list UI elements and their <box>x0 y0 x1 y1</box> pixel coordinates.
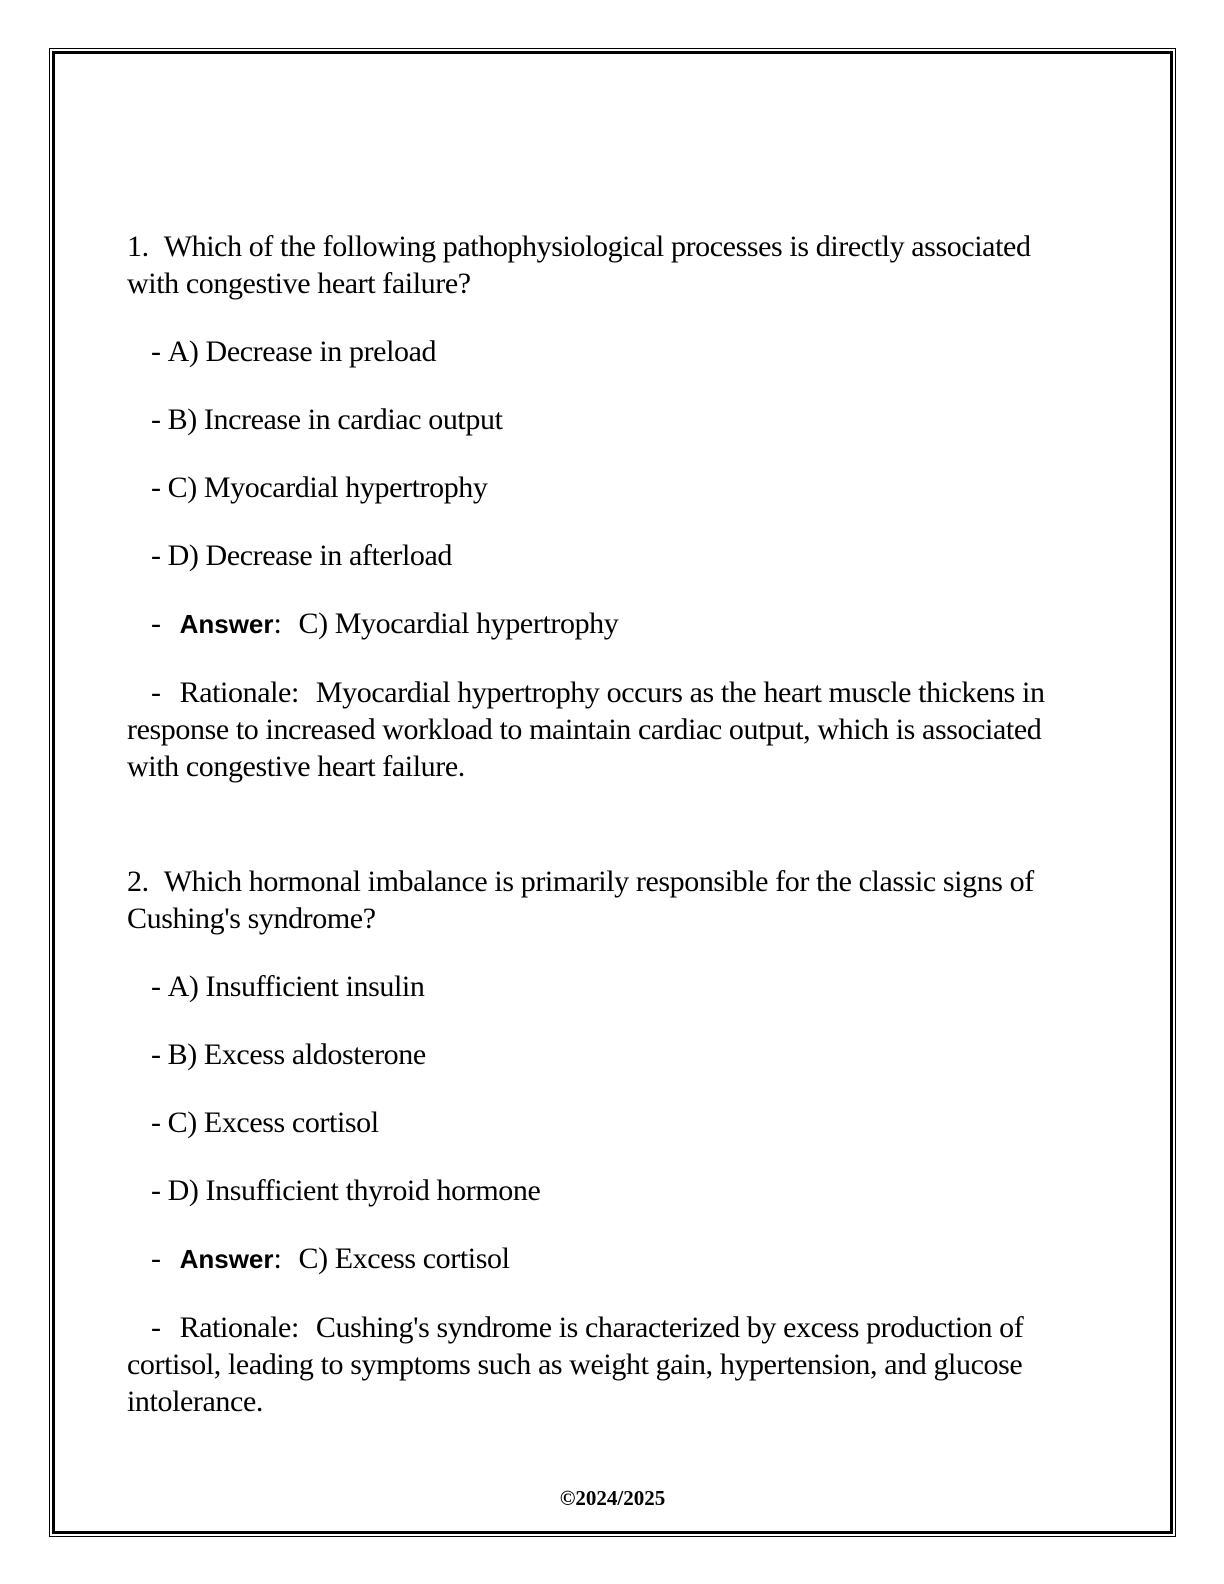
option-text: B) Excess aldosterone <box>167 1038 426 1071</box>
page-border-inner <box>52 51 1173 1534</box>
question-1-number: 1. <box>127 230 149 263</box>
answer-label: Answer <box>179 609 274 639</box>
answer-text: C) Myocardial hypertrophy <box>298 607 619 640</box>
dash-marker: - <box>151 607 161 640</box>
answer-separator: : <box>273 607 282 640</box>
option-text: C) Myocardial hypertrophy <box>167 471 488 504</box>
question-1 <box>127 228 1078 302</box>
question-1-option-b <box>127 401 1078 438</box>
document-content <box>55 54 1170 1420</box>
question-2 <box>127 863 1078 937</box>
dash-marker: - <box>151 1242 161 1275</box>
dash-marker: - <box>151 1174 161 1207</box>
rationale-label: Rationale: <box>179 676 299 709</box>
dash-marker: - <box>151 1106 161 1139</box>
question-2-option-d <box>127 1172 1078 1209</box>
option-text: A) Insufficient insulin <box>167 970 425 1003</box>
question-2-number: 2. <box>127 865 149 898</box>
rationale-text: Myocardial hypertrophy occurs as the heart muscle thickens in response to increased workload to maintain cardiac output, which is associated with congestive heart failure. <box>127 676 1045 783</box>
question-1-text: Which of the following pathophysiological processes is directly associated with congestive heart failure? <box>127 230 1031 300</box>
question-2-option-b <box>127 1036 1078 1073</box>
dash-marker: - <box>151 471 161 504</box>
option-text: C) Excess cortisol <box>167 1106 379 1139</box>
question-block-1 <box>127 228 1078 785</box>
question-2-text: Which hormonal imbalance is primarily responsible for the classic signs of Cushing's syndrome? <box>127 865 1034 935</box>
question-1-rationale <box>127 674 1078 785</box>
question-2-answer <box>127 1240 1078 1278</box>
question-1-option-d <box>127 537 1078 574</box>
question-1-option-c <box>127 469 1078 506</box>
dash-marker: - <box>151 676 161 709</box>
question-1-option-a <box>127 333 1078 370</box>
dash-marker: - <box>151 1311 161 1344</box>
rationale-label: Rationale: <box>179 1311 299 1344</box>
page-footer: ©2024/2025 <box>559 1486 666 1510</box>
answer-label: Answer <box>179 1244 274 1274</box>
question-2-rationale <box>127 1309 1078 1420</box>
page-border <box>49 48 1176 1537</box>
option-text: B) Increase in cardiac output <box>167 403 503 436</box>
dash-marker: - <box>151 403 161 436</box>
question-1-answer <box>127 605 1078 643</box>
option-text: D) Insufficient thyroid hormone <box>167 1174 541 1207</box>
dash-marker: - <box>151 539 161 572</box>
answer-separator: : <box>273 1242 282 1275</box>
question-2-option-c <box>127 1104 1078 1141</box>
dash-marker: - <box>151 335 161 368</box>
question-block-2 <box>127 863 1078 1420</box>
option-text: D) Decrease in afterload <box>167 539 452 572</box>
answer-text: C) Excess cortisol <box>298 1242 510 1275</box>
question-2-option-a <box>127 968 1078 1005</box>
dash-marker: - <box>151 1038 161 1071</box>
dash-marker: - <box>151 970 161 1003</box>
rationale-text: Cushing's syndrome is characterized by excess production of cortisol, leading to symptoms such as weight gain, hypertension, and glucose intolerance. <box>127 1311 1024 1418</box>
option-text: A) Decrease in preload <box>167 335 437 368</box>
